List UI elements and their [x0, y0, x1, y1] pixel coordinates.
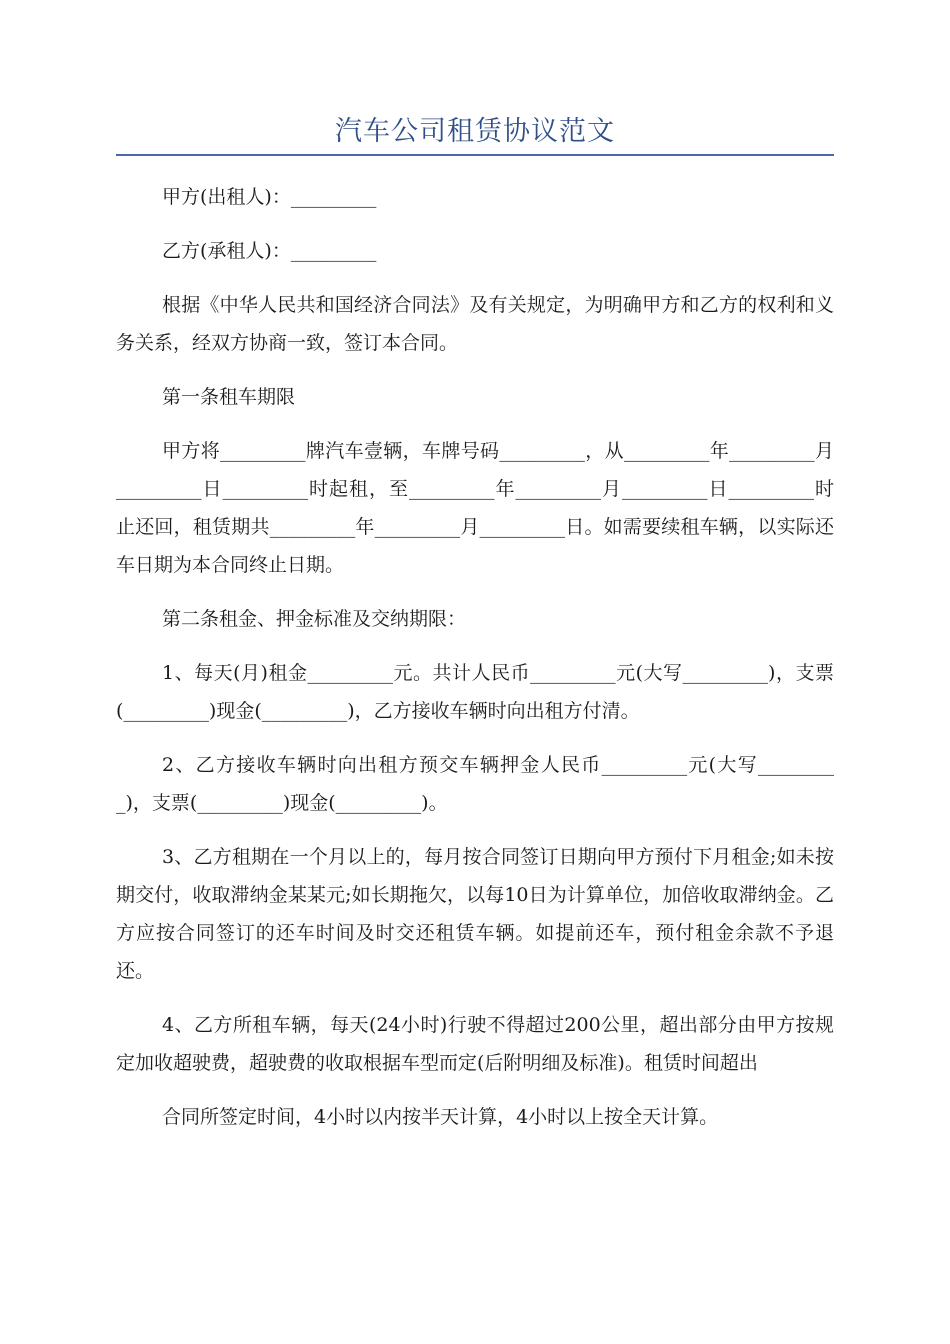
title-underline: [116, 154, 834, 156]
paragraph-clause-3: 3、乙方租期在一个月以上的，每月按合同签订日期向甲方预付下月租金;如未按期交付，收取滞纳金某某元;如长期拖欠，以每10日为计算单位，加倍收取滞纳金。乙方应按合同签订的还车时间及时交还租赁车辆。如提前还车，预付租金余款不予退还。: [116, 846, 834, 982]
paragraph-rental-period: 甲方将_________牌汽车壹辆，车牌号码_________，从_________年_________月_________日_________时起租，至_________年_________月_________日_________时止还回，租赁期共_________年_________月_________日。如需要续租车辆，以实际还车日期为本合同终止日期。: [116, 440, 834, 576]
document-title: 汽车公司租赁协议范文: [335, 116, 615, 147]
heading-article-2: 第二条租金、押金标准及交纳期限：: [162, 608, 467, 630]
paragraph-lessor: 甲方(出租人)：_________: [162, 186, 377, 208]
heading-article-1: 第一条租车期限: [162, 386, 296, 408]
paragraph-preamble: 根据《中华人民共和国经济合同法》及有关规定，为明确甲方和乙方的权利和义务关系，经双方协商一致，签订本合同。: [116, 294, 834, 354]
paragraph-lessee: 乙方(承租人)：_________: [162, 240, 377, 262]
document-body: [116, 178, 834, 1152]
paragraph-clause-4-cont: 合同所签定时间，4小时以内按半天计算，4小时以上按全天计算。: [162, 1106, 719, 1128]
paragraph-clause-1: 1、每天(月)租金_________元。共计人民币_________元(大写_________)，支票(_________)现金(_________)，乙方接收车辆时向出租方付清。: [116, 662, 834, 722]
paragraph-clause-4: 4、乙方所租车辆，每天(24小时)行驶不得超过200公里，超出部分由甲方按规定加收超驶费，超驶费的收取根据车型而定(后附明细及标准)。租赁时间超出: [116, 1014, 834, 1074]
paragraph-clause-2: 2、乙方接收车辆时向出租方预交车辆押金人民币_________元(大写_________)，支票(_________)现金(_________)。: [116, 754, 834, 814]
